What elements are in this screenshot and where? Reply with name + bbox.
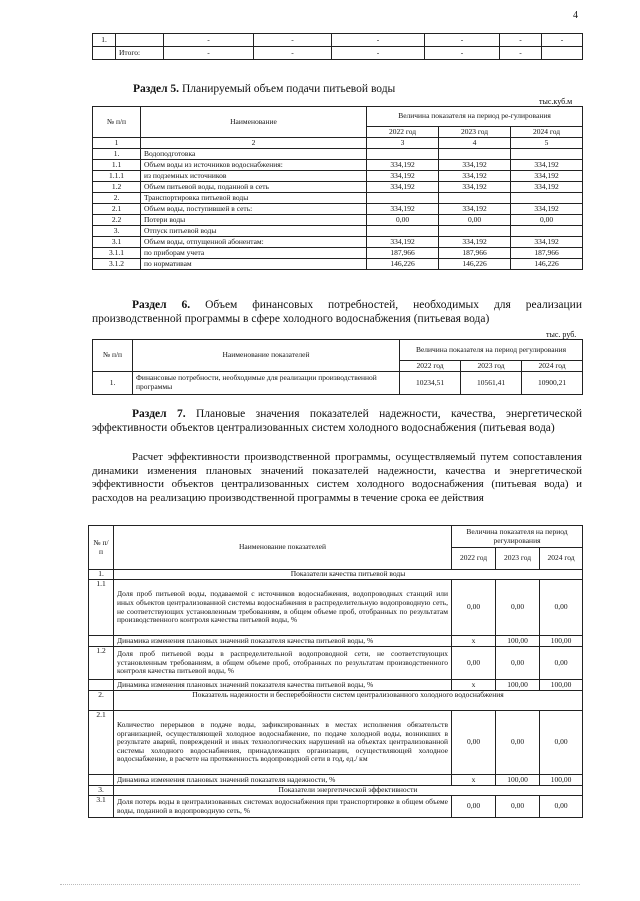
section5-heading: Раздел 5. Планируемый объем подачи питьевой воды	[133, 83, 396, 95]
section6-table: № п/п Наименование показателей Величина показателя на период регулирования 2022 год 2023 год 2024 год 1. Финансовые потребности, необходимые для реализации производственной программы 10234,51 10561,41 10900,21	[92, 339, 583, 395]
section7-table: № п/п Наименование показателей Величина показателя на период регулирования 2022 год 2023 год 2024 год 1. Показатели качества питьевой воды 1.1 Доля проб питьевой воды, подаваемой с источников водоснабжения, водопроводных станций или иных объектов централизованной системы водоснабжения в распределительную водопроводную сеть, не соответствующих установленным требованиям, в общем объеме проб, отобранных по результатам производственного контроля качества питьевой воды, % 0,00 0,00 0,00 Динамика изменения плановых значений показателя качества питьевой воды, % x 100,00 100,00 1.2 Доля проб питьевой воды в распределительной водопроводной сети, не соответствующих установленным требованиям, в общем объеме проб, отобранных по результатам производственного контроля качества питьевой воды, % 0,00 0,00 0,00 Динамика изменения плановых значений показателя качества питьевой воды, % x 100,00 100,00 2. Показатель надежности и бесперебойности систем централизованного холодного водоснабжения 2.1 Количество перерывов в подаче воды, зафиксированных в местах исполнения обязательств организацией, осуществляющей холодное водоснабжение, по подаче холодной воды, возникших в результате аварий, повреждений и иных технологических нарушений на объектах централизованной системы холодного водоснабжения, принадлежащих организации, осуществляющей холодное водоснабжение, в расчете на протяженность водопроводной сети в год, ед./ км 0,00 0,00 0,00 Динамика изменения плановых значений показателя надежности, % x 100,00 100,00 3. Показатели энергетической эффективности 3.1 Доля потерь воды в централизованных системах водоснабжения при транспортировке в общем объеме воды, поданной в водопроводную сеть, % 0,00 0,00 0,00	[88, 525, 583, 818]
section7-paragraph: Расчет эффективности производственной программы, осуществляемый путем сопоставления динамики изменения плановых значений показателей надежности, качества и энергетической эффективности объектов централизованных систем холодного водоснабжения (питьевая вода) и расходов на реализацию производственной программы в течение срока ее действия	[92, 451, 582, 504]
table-row: 2.1 Количество перерывов в подаче воды, зафиксированных в местах исполнения обязательств организацией, осуществляющей холодное водоснабжение, по подаче холодной воды, возникших в результате аварий, повреждений и иных технологических нарушений на объектах централизованной системы холодного водоснабжения, принадлежащих организации, осуществляющей холодное водоснабжение, в расчете на протяженность водопроводной сети в год, ед./ км 0,00 0,00 0,00	[89, 711, 583, 775]
table-row: 2. Транспортировка питьевой воды	[93, 193, 583, 204]
table-row: 1.1 Доля проб питьевой воды, подаваемой с источников водоснабжения, водопроводных станций или иных объектов централизованной системы водоснабжения в распределительную водопроводную сеть, не соответствующих установленным требованиям, в общем объеме проб, отобранных по результатам производственного контроля качества питьевой воды, % 0,00 0,00 0,00	[89, 580, 583, 636]
group-row: 3. Показатели энергетической эффективности	[89, 786, 583, 796]
group-row: 2. Показатель надежности и бесперебойности систем централизованного холодного водоснабжения	[89, 691, 583, 711]
group-row: 1. Показатели качества питьевой воды	[89, 570, 583, 580]
table-row: 2.1 Объем воды, поступившей в сеть: 334,192 334,192 334,192	[93, 204, 583, 215]
table-row: Динамика изменения плановых значений показателя качества питьевой воды, % x 100,00 100,00	[89, 636, 583, 647]
section6-unit: тыс. руб.	[546, 330, 577, 339]
table-row: Динамика изменения плановых значений показателя надежности, % x 100,00 100,00	[89, 775, 583, 786]
table-row: 3.1.1 по приборам учета 187,966 187,966 187,966	[93, 248, 583, 259]
table-row: 1. Водоподготовка	[93, 149, 583, 160]
section5-unit: тыс.куб.м	[539, 97, 573, 106]
table-row: 3.1 Объем воды, отпущенной абонентам: 334,192 334,192 334,192	[93, 237, 583, 248]
table-row: 1.1.1 из подземных источников 334,192 334,192 334,192	[93, 171, 583, 182]
scan-line	[60, 884, 580, 885]
table-row: 1.1 Объем воды из источников водоснабжения: 334,192 334,192 334,192	[93, 160, 583, 171]
table-row: Итого: - - - - -	[93, 47, 583, 60]
table-row: Динамика изменения плановых значений показателя качества питьевой воды, % x 100,00 100,00	[89, 680, 583, 691]
section6-heading: Раздел 6. Объем финансовых потребностей, необходимых для реализации производственной программы в сфере холодного водоснабжения (питьевая вода)	[92, 299, 582, 325]
table-row: 2.2 Потери воды 0,00 0,00 0,00	[93, 215, 583, 226]
top-table	[92, 33, 583, 60]
table-row: 3.1 Доля потерь воды в централизованных системах водоснабжения при транспортировке в общем объеме воды, поданной в водопроводную сеть, % 0,00 0,00 0,00	[89, 796, 583, 818]
table-row: 1.2 Доля проб питьевой воды в распределительной водопроводной сети, не соответствующих установленным требованиям, в общем объеме проб, отобранных по результатам производственного контроля качества питьевой воды, % 0,00 0,00 0,00	[89, 647, 583, 680]
table-row: 3. Отпуск питьевой воды	[93, 226, 583, 237]
table-row: 3.1.2 по нормативам 146,226 146,226 146,226	[93, 259, 583, 270]
table-row: 1. - - - - - -	[93, 34, 583, 47]
section5-table: № п/п Наименование Величина показателя на период ре-гулирования 2022 год 2023 год 2024 год 1 2 3 4 5 1. Водоподготовка 1.1 Объем воды из источников водоснабжения: 334,192 334,192 334,192 1.1.1 из подземных источников 334,192 334,192 334,192 1.2 Объем питьевой воды, поданной в сеть 334,192 334,192 334,192 2. Транспортировка питьевой воды 2.1 Объем воды, поступившей в сеть: 334,192 334,192 334,192 2.2 Потери воды 0,00 0,00 0,00 3. Отпуск питьевой воды 3.1 Объем воды, отпущенной абонентам: 334,192 334,192 334,192 3.1.1 по приборам учета 187,966 187,966 187,966 3.1.2 по нормативам 146,226 146,226 146,226	[92, 106, 583, 270]
table-row: 1.2 Объем питьевой воды, поданной в сеть 334,192 334,192 334,192	[93, 182, 583, 193]
section7-heading: Раздел 7. Плановые значения показателей надежности, качества, энергетической эффективности объектов централизованных систем холодного водоснабжения (питьевая вода)	[92, 408, 583, 434]
page-number: 4	[573, 10, 578, 21]
table-row: 1. Финансовые потребности, необходимые для реализации производственной программы 10234,51 10561,41 10900,21	[93, 372, 583, 395]
